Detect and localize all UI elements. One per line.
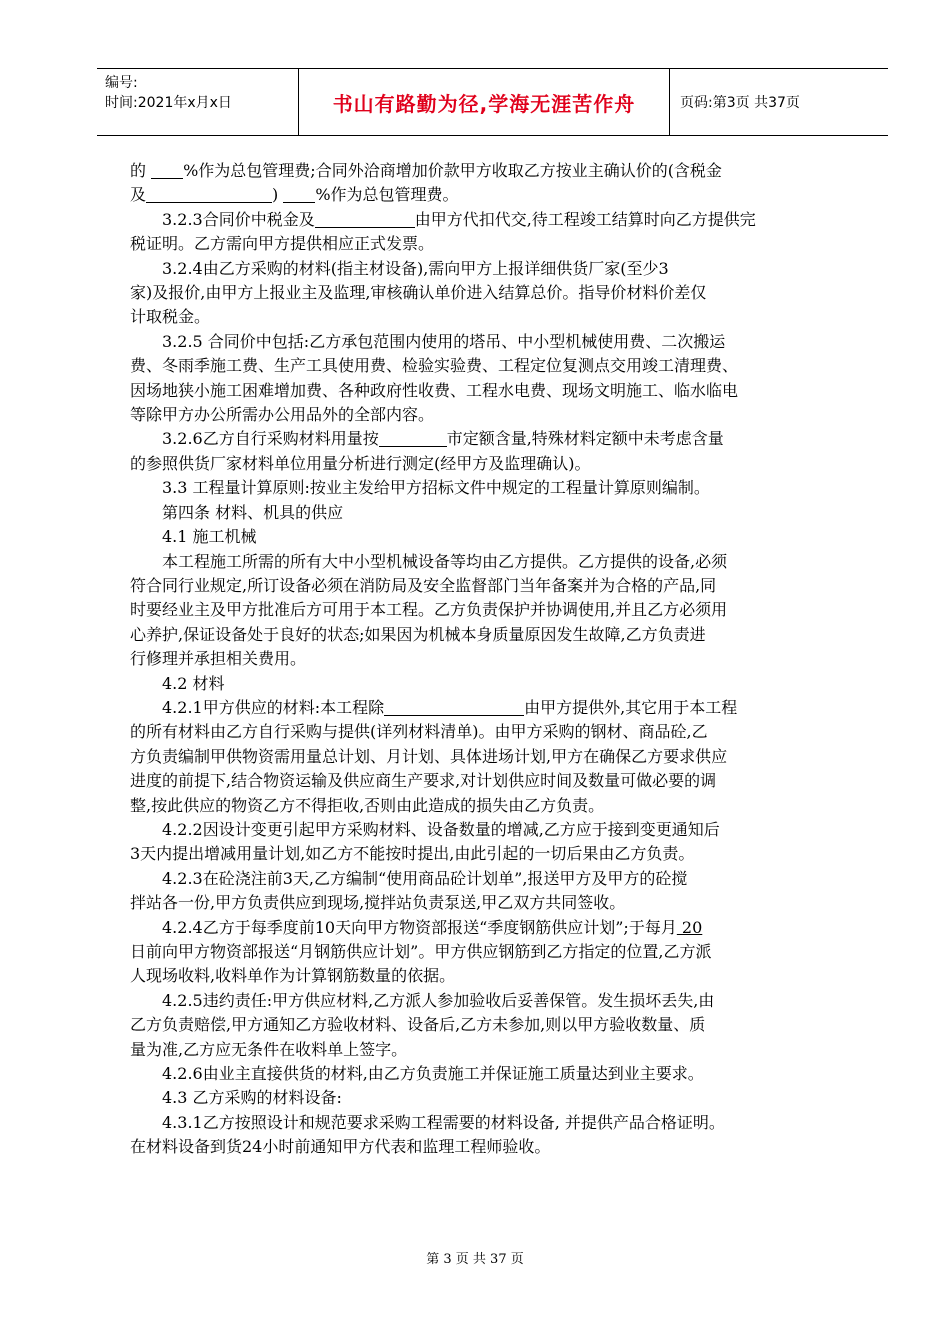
text-line: 行修理并承担相关费用。 <box>130 649 307 669</box>
text-line: 税证明。乙方需向甲方提供相应正式发票。 <box>130 234 435 254</box>
text-line: 日前向甲方物资部报送“月钢筋供应计划”。甲方供应钢筋到乙方指定的位置,乙方派 <box>130 942 712 961</box>
header-motto: 书山有路勤为径,学海无涯苦作舟 <box>299 69 670 135</box>
text-line: 在材料设备到货24小时前通知甲方代表和监理工程师验收。 <box>130 1137 551 1157</box>
text-line: 3.2.4由乙方采购的材料(指主材设备),需向甲方上报详细供货厂家(至少3 <box>162 258 669 278</box>
header-meta <box>97 69 299 135</box>
header-page-number: 页码:第3页 共37页 <box>680 95 800 111</box>
text-line: 3.2.5 合同价中包括:乙方承包范围内使用的塔吊、中小型机械使用费、二次搬运 <box>162 331 726 351</box>
text-line: 本工程施工所需的所有大中小型机械设备等均由乙方提供。乙方提供的设备,必须 <box>162 551 728 571</box>
text-line: 4.2.2因设计变更引起甲方采购材料、设备数量的增减,乙方应于接到变更通知后 <box>162 819 720 839</box>
text-line: 人现场收料,收料单作为计算钢筋数量的依据。 <box>130 966 456 986</box>
subsection-heading: 4.2 材料 <box>162 673 225 693</box>
text-line: 3.2.3合同价中税金及 由甲方代扣代交,待工程竣工结算时向乙方提供完 <box>162 209 756 229</box>
text-line: 3.3 工程量计算原则:按业主发给甲方招标文件中规定的工程量计算原则编制。 <box>162 478 710 498</box>
text-line: 及 ) %作为总包管理费。 <box>130 185 459 205</box>
blank-field <box>151 162 183 179</box>
text-line: 4.2.5违约责任:甲方供应材料,乙方派人参加验收后妥善保管。发生损坏丢失,由 <box>162 990 715 1010</box>
document-time: 时间:2021年x月x日 <box>105 95 232 111</box>
section-heading: 第四条 材料、机具的供应 <box>162 502 344 522</box>
page-header <box>97 68 888 136</box>
blank-field <box>379 430 447 447</box>
text-line: 乙方负责赔偿,甲方通知乙方验收材料、设备后,乙方未参加,则以甲方验收数量、质 <box>130 1015 706 1035</box>
subsection-heading: 4.1 施工机械 <box>162 527 257 547</box>
text-line: 4.3.1乙方按照设计和规范要求采购工程需要的材料设备, 并提供产品合格证明。 <box>162 1112 725 1132</box>
text-line: 因场地狭小施工困难增加费、各种政府性收费、工程水电费、现场文明施工、临水临电 <box>130 380 739 400</box>
text-line: 4.2.1甲方供应的材料:本工程除 由甲方提供外,其它用于本工程 <box>162 697 738 717</box>
text-line: 等除甲方办公所需办公用品外的全部内容。 <box>130 405 435 425</box>
text-line: 的 %作为总包管理费;合同外洽商增加价款甲方收取乙方按业主确认价的(含税金 <box>130 161 722 180</box>
text-line: 4.2.6由业主直接供货的材料,由乙方负责施工并保证施工质量达到业主要求。 <box>162 1064 704 1084</box>
text-line: 符合同行业规定,所订设备必须在消防局及安全监督部门当年备案并为合格的产品,同 <box>130 575 717 595</box>
text-line: 的所有材料由乙方自行采购与提供(详列材料清单)。由甲方采购的钢材、商品砼,乙 <box>130 722 708 742</box>
text-line: 量为准,乙方应无条件在收料单上签字。 <box>130 1039 408 1059</box>
text-line: 方负责编制甲供物资需用量总计划、月计划、具体进场计划,甲方在确保乙方要求供应 <box>130 746 728 766</box>
text-line: 拌站各一份,甲方负责供应到现场,搅拌站负责泵送,甲乙双方共同签收。 <box>130 893 626 913</box>
text-line: 家)及报价,由甲方上报业主及监理,审核确认单价进入结算总价。指导价材料价差仅 <box>130 283 707 303</box>
text-line: 计取税金。 <box>130 307 211 327</box>
underlined-value: 20 <box>676 917 703 937</box>
text-line: 心养护,保证设备处于良好的状态;如果因为机械本身质量原因发生故障,乙方负责进 <box>130 624 706 644</box>
page-footer: 第 3 页 共 37 页 <box>426 1252 524 1267</box>
text-line: 的参照供货厂家材料单位用量分析进行测定(经甲方及监理确认)。 <box>130 453 591 473</box>
blank-field <box>146 186 272 203</box>
text-line: 进度的前提下,结合物资运输及供应商生产要求,对计划供应时间及数量可做必要的调 <box>130 771 717 791</box>
text-line: 4.2.3在砼浇注前3天,乙方编制“使用商品砼计划单”,报送甲方及甲方的砼搅 <box>162 868 688 888</box>
document-body <box>130 159 860 1160</box>
text-line: 4.2.4乙方于每季度前10天向甲方物资部报送“季度钢筋供应计划”;于每月 20 <box>162 917 703 937</box>
blank-field <box>315 211 415 228</box>
text-line: 费、冬雨季施工费、生产工具使用费、检验实验费、工程定位复测点交用竣工清理费、 <box>130 356 739 376</box>
text-line: 整,按此供应的物资乙方不得拒收,否则由此造成的损失由乙方负责。 <box>130 795 605 815</box>
subsection-heading: 4.3 乙方采购的材料设备: <box>162 1088 342 1108</box>
blank-field <box>384 699 524 716</box>
blank-field <box>283 186 315 203</box>
text-line: 3天内提出增减用量计划,如乙方不能按时提出,由此引起的一切后果由乙方负责。 <box>130 844 695 864</box>
text-line: 3.2.6乙方自行采购材料用量按 市定额含量,特殊材料定额中未考虑含量 <box>162 429 724 449</box>
document-number-label: 编号: <box>105 75 138 91</box>
text-line: 时要经业主及甲方批准后方可用于本工程。乙方负责保护并协调使用,并且乙方必须用 <box>130 600 728 620</box>
